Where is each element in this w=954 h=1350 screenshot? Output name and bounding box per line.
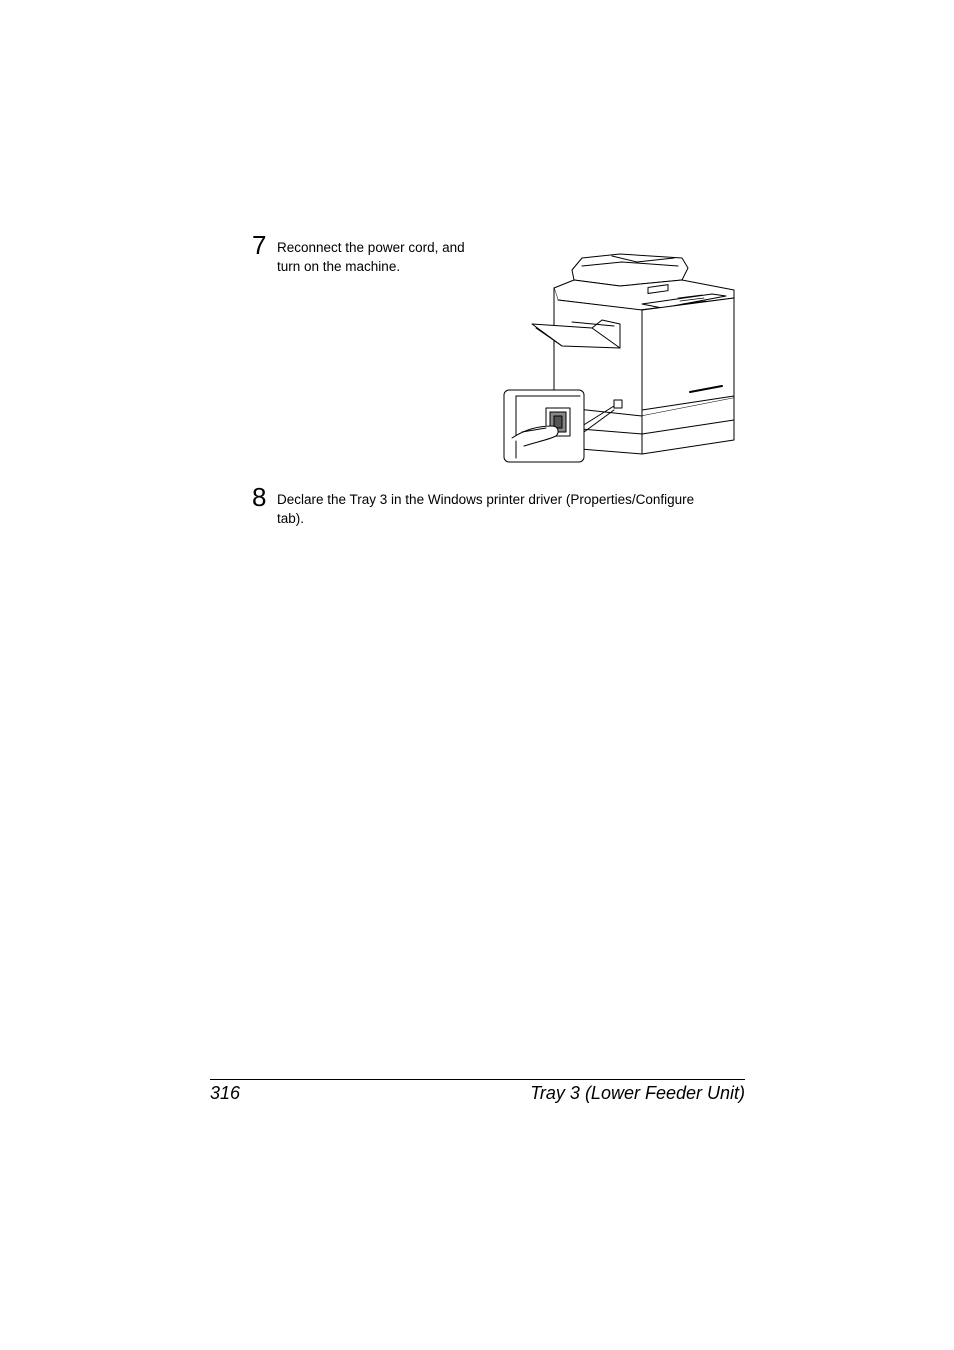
step-number: 7 [252, 230, 267, 260]
step-8 [252, 482, 752, 532]
step-instruction: Declare the Tray 3 in the Windows printer driver (Properties/Configure tab). [277, 492, 695, 526]
printer-power-switch-illustration [502, 250, 742, 466]
step-instruction: Reconnect the power cord, and turn on the machine. [277, 240, 465, 274]
page-number: 316 [210, 1083, 241, 1103]
step-number: 8 [252, 482, 267, 512]
section-title: Tray 3 (Lower Feeder Unit) [530, 1083, 745, 1103]
footer-divider [210, 1079, 745, 1080]
switch-callout-icon [504, 390, 584, 462]
